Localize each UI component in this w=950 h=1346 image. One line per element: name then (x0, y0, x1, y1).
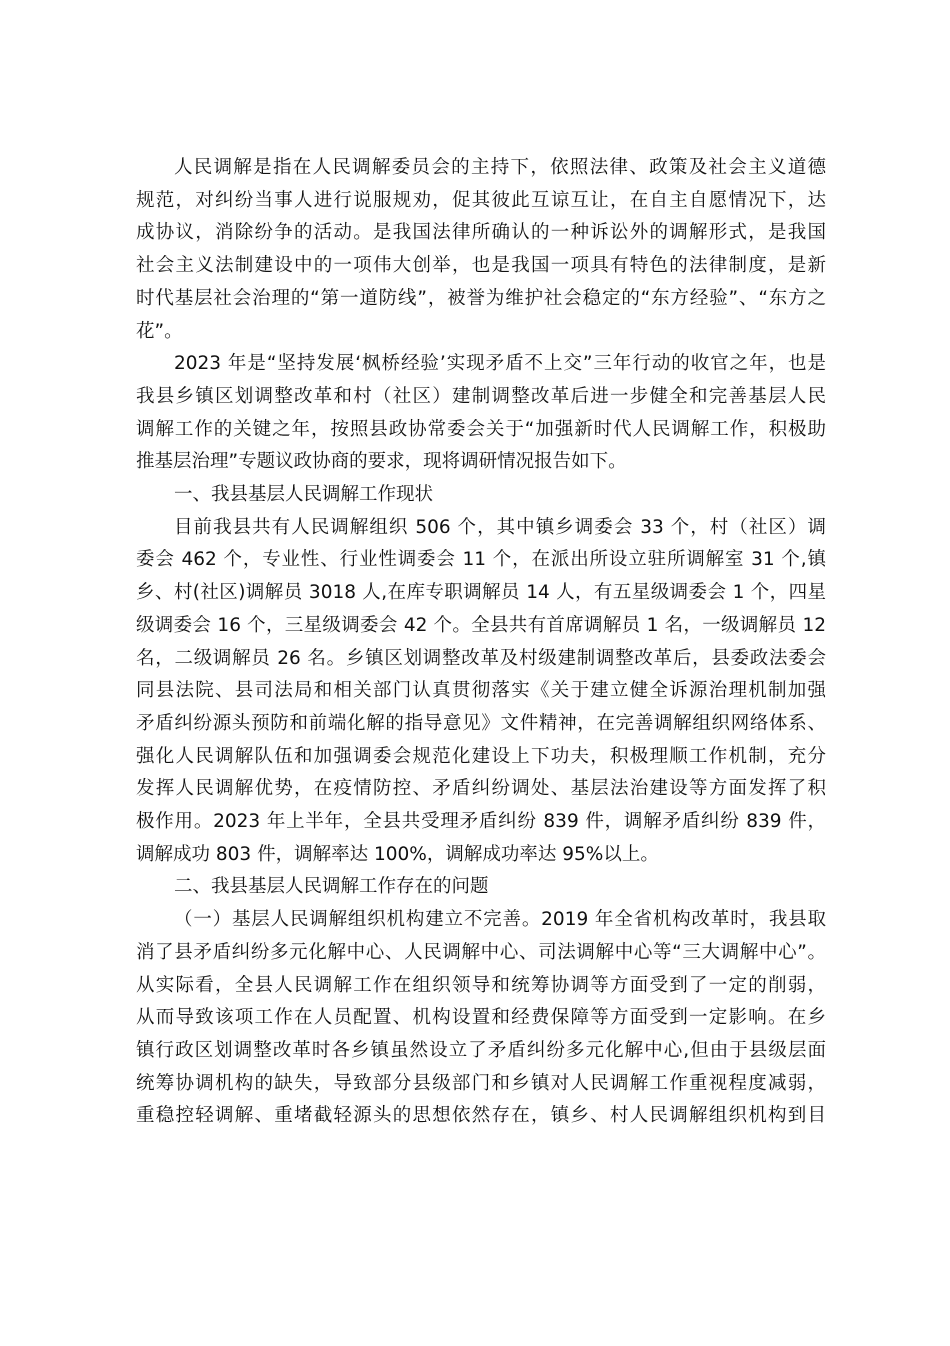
paragraph-line: 时代基层社会治理的“第一道防线”，被誉为维护社会稳定的“东方经验”、“东方之 (136, 287, 826, 309)
paragraph-line: 乡、村(社区)调解员 3018 人,在库专职调解员 14 人，有五星级调委会 1 个，四星 (136, 582, 826, 604)
paragraph-line: 我县乡镇区划调整改革和村（社区）建制调整改革后进一步健全和完善基层人民 (136, 385, 826, 407)
paragraph-line: 社会主义法制建设中的一项伟大创举，也是我国一项具有特色的法律制度，是新 (136, 255, 826, 277)
paragraph-line: 二、我县基层人民调解工作存在的问题 (174, 876, 489, 898)
paragraph-line: 调解成功 803 件，调解率达 100%，调解成功率达 95%以上。 (136, 843, 659, 865)
paragraph-line: 规范，对纠纷当事人进行说服规劝，促其彼此互谅互让，在自主自愿情况下，达 (136, 189, 826, 211)
paragraph-line: 调解工作的关键之年，按照县政协常委会关于“加强新时代人民调解工作，积极助 (136, 418, 826, 440)
paragraph-line: 2023 年是“坚持发展‘枫桥经验’实现矛盾不上交”三年行动的收官之年，也是 (174, 353, 826, 375)
paragraph-line: （一）基层人民调解组织机构建立不完善。2019 年全省机构改革时，我县取 (174, 909, 826, 931)
paragraph-line: 委会 462 个，专业性、行业性调委会 11 个，在派出所设立驻所调解室 31 个,镇 (136, 549, 826, 571)
paragraph-line: 目前我县共有人民调解组织 506 个，其中镇乡调委会 33 个，村（社区）调 (174, 516, 826, 538)
paragraph-line: 人民调解是指在人民调解委员会的主持下，依照法律、政策及社会主义道德 (174, 157, 826, 178)
paragraph-line: 从实际看，全县人民调解工作在组织领导和统筹协调等方面受到了一定的削弱， (136, 974, 826, 996)
paragraph-line: 级调委会 16 个，三星级调委会 42 个。全县共有首席调解员 1 名，一级调解员 12 (136, 614, 826, 636)
paragraph-line: 矛盾纠纷源头预防和前端化解的指导意见》文件精神，在完善调解组织网络体系、 (136, 712, 826, 734)
paragraph-line: 极作用。2023 年上半年，全县共受理矛盾纠纷 839 件，调解矛盾纠纷 839 件， (136, 811, 826, 832)
paragraph-line: 一、我县基层人民调解工作现状 (174, 484, 434, 505)
paragraph-line: 同县法院、县司法局和相关部门认真贯彻落实《关于建立健全诉源治理机制加强 (136, 680, 826, 702)
paragraph-line: 重稳控轻调解、重堵截轻源头的思想依然存在，镇乡、村人民调解组织机构到目 (136, 1105, 826, 1127)
paragraph-line: 发挥人民调解优势，在疫情防控、矛盾纠纷调处、基层法治建设等方面发挥了积 (136, 778, 826, 800)
paragraph-line: 名，二级调解员 26 名。乡镇区划调整改革及村级建制调整改革后，县委政法委会 (136, 647, 826, 669)
paragraph-line: 消了县矛盾纠纷多元化解中心、人民调解中心、司法调解中心等“三大调解中心”。 (136, 941, 826, 963)
paragraph-line: 强化人民调解队伍和加强调委会规范化建设上下功夫，积极理顺工作机制，充分 (136, 745, 826, 767)
paragraph-line: 镇行政区划调整改革时各乡镇虽然设立了矛盾纠纷多元化解中心,但由于县级层面 (136, 1039, 826, 1061)
paragraph-line: 从而导致该项工作在人员配置、机构设置和经费保障等方面受到一定影响。在乡 (136, 1007, 826, 1029)
paragraph-line: 推基层治理”专题议政协商的要求，现将调研情况报告如下。 (136, 451, 627, 473)
paragraph-line: 成协议，消除纷争的活动。是我国法律所确认的一种诉讼外的调解形式，是我国 (136, 222, 826, 244)
paragraph-line: 统筹协调机构的缺失，导致部分县级部门和乡镇对人民调解工作重视程度减弱， (136, 1072, 826, 1094)
paragraph-line: 花”。 (136, 320, 183, 342)
